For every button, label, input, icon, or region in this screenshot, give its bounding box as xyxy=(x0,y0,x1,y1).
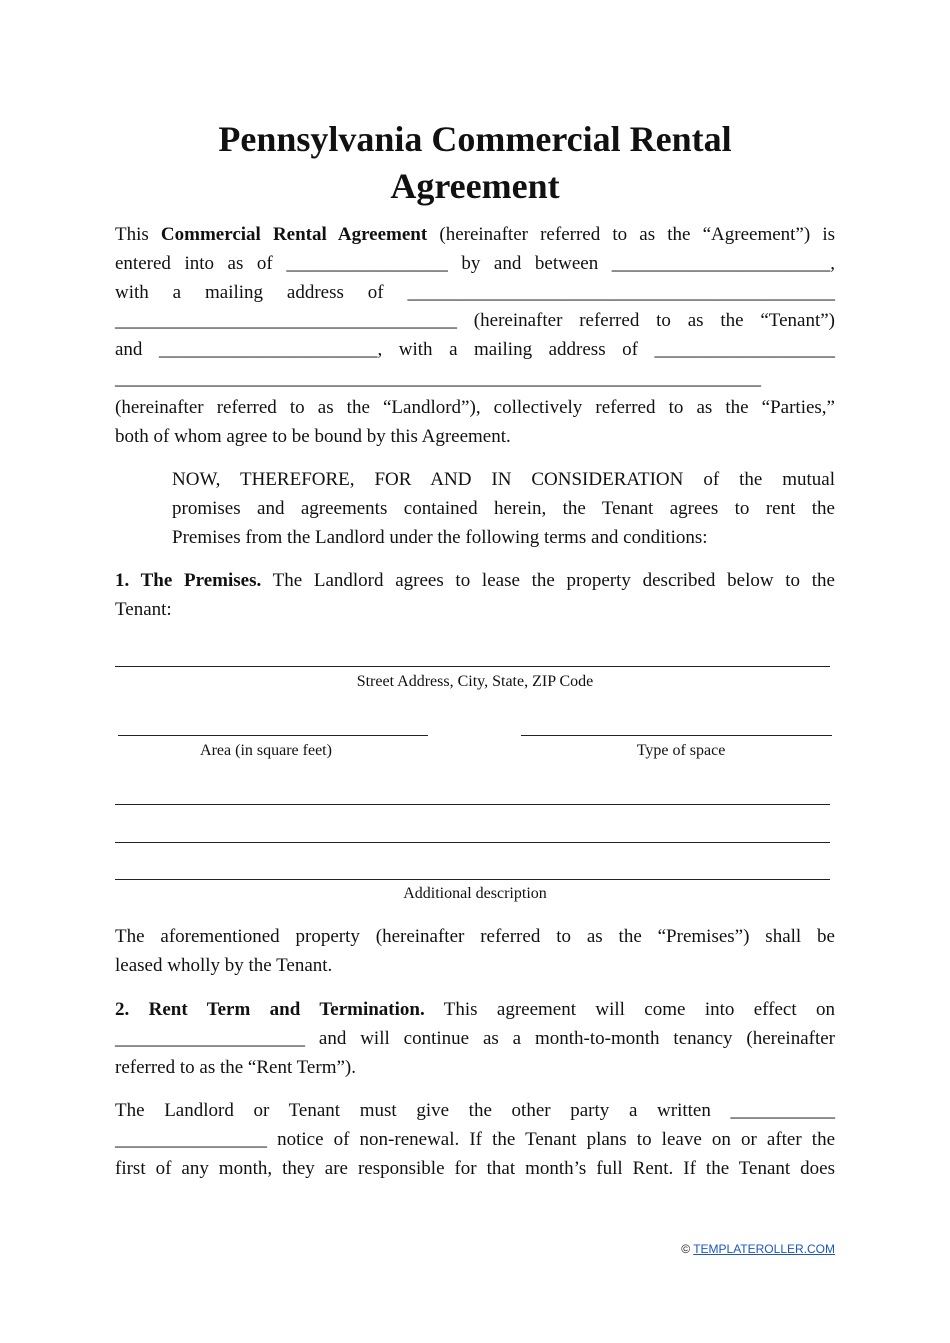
address-line xyxy=(115,666,830,667)
description-line xyxy=(115,804,830,805)
consideration-line: Premises from the Landlord under the following terms and conditions: xyxy=(172,526,708,548)
date-blank: _________________ xyxy=(286,252,448,274)
description-line xyxy=(115,879,830,880)
notice-paragraph xyxy=(115,1097,835,1183)
intro-line: (hereinafter referred to as the “Landlord”), collectively referred to as the “Parties,” xyxy=(115,396,835,418)
caption-area: Area (in square feet) xyxy=(200,742,332,759)
type-of-space-line xyxy=(521,735,832,736)
section-2-paragraph xyxy=(115,996,835,1082)
intro-line: entered into as of _________________ by and between _______________________, xyxy=(115,252,835,274)
consideration-paragraph xyxy=(172,466,835,552)
notice-line: ________________ notice of non-renewal. If the Tenant plans to leave on or after the xyxy=(115,1128,835,1150)
notice-line: The Landlord or Tenant must give the other party a written ___________ xyxy=(115,1100,836,1121)
copyright-symbol: © xyxy=(681,1242,694,1256)
landlord-name-blank: _______________________ xyxy=(158,339,378,361)
area-line xyxy=(118,735,428,736)
title-line-1: Pennsylvania Commercial Rental xyxy=(218,119,732,159)
tenant-name-blank: _______________________, xyxy=(611,252,835,274)
start-date-blank: ____________________ xyxy=(115,1027,305,1049)
caption-type-of-space: Type of space xyxy=(636,742,726,759)
agreement-name: Commercial Rental Agreement xyxy=(160,224,428,245)
intro-line: ____________________________________ (hereinafter referred to as the “Tenant”) xyxy=(115,310,835,332)
premises-paragraph xyxy=(115,923,835,981)
description-line xyxy=(115,842,830,843)
landlord-address-blank: ___________________ xyxy=(654,339,835,361)
section-2-line: referred to as the “Rent Term”). xyxy=(115,1056,356,1078)
notice-line: first of any month, they are responsible for that month’s full Rent. If the Tenant does xyxy=(115,1157,835,1179)
section-1-paragraph xyxy=(115,567,835,625)
consideration-line: NOW, THEREFORE, FOR AND IN CONSIDERATION of the mutual xyxy=(172,469,835,490)
section-1-heading: 1. The Premises. xyxy=(115,570,262,591)
premises-line: The aforementioned property (hereinafter referred to as the “Premises”) shall be xyxy=(115,926,835,947)
tenant-address-blank: _____________________________________________ xyxy=(407,281,835,303)
section-2-heading: 2. Rent Term and Termination. xyxy=(115,999,425,1020)
consideration-line: promises and agreements contained herein, the Tenant agrees to rent the xyxy=(172,497,835,519)
caption-address: Street Address, City, State, ZIP Code xyxy=(356,673,594,690)
tenant-address-blank-2: ____________________________________ xyxy=(115,310,457,332)
intro-line: both of whom agree to be bound by this Agreement. xyxy=(115,425,511,447)
caption-additional-description: Additional description xyxy=(403,885,547,902)
intro-paragraph xyxy=(115,221,835,451)
premises-line: leased wholly by the Tenant. xyxy=(115,954,333,976)
templateroller-link[interactable]: TEMPLATEROLLER.COM xyxy=(693,1242,835,1256)
section-2-line: 2. Rent Term and Termination. This agreement will come into effect on xyxy=(115,999,836,1020)
title-line-2: Agreement xyxy=(390,166,560,206)
section-1-line: 1. The Premises. The Landlord agrees to lease the property described below to the xyxy=(115,570,835,591)
landlord-address-blank-2: ____________________________________________________________________ xyxy=(115,367,761,389)
section-1-line: Tenant: xyxy=(115,598,172,620)
notice-period-blank-2: ________________ xyxy=(115,1128,267,1150)
document-title xyxy=(115,116,835,210)
section-2-line: ____________________ and will continue as a month-to-month tenancy (hereinafter xyxy=(115,1027,835,1049)
intro-line: with a mailing address of _____________________________________________ xyxy=(115,281,835,303)
notice-period-blank: ___________ xyxy=(730,1100,836,1121)
intro-line: and _______________________, with a mailing address of ___________________ xyxy=(115,339,835,361)
intro-line: This Commercial Rental Agreement (hereinafter referred to as the “Agreement”) is xyxy=(115,224,836,245)
intro-line xyxy=(115,365,835,394)
footer-credit xyxy=(681,1242,835,1256)
